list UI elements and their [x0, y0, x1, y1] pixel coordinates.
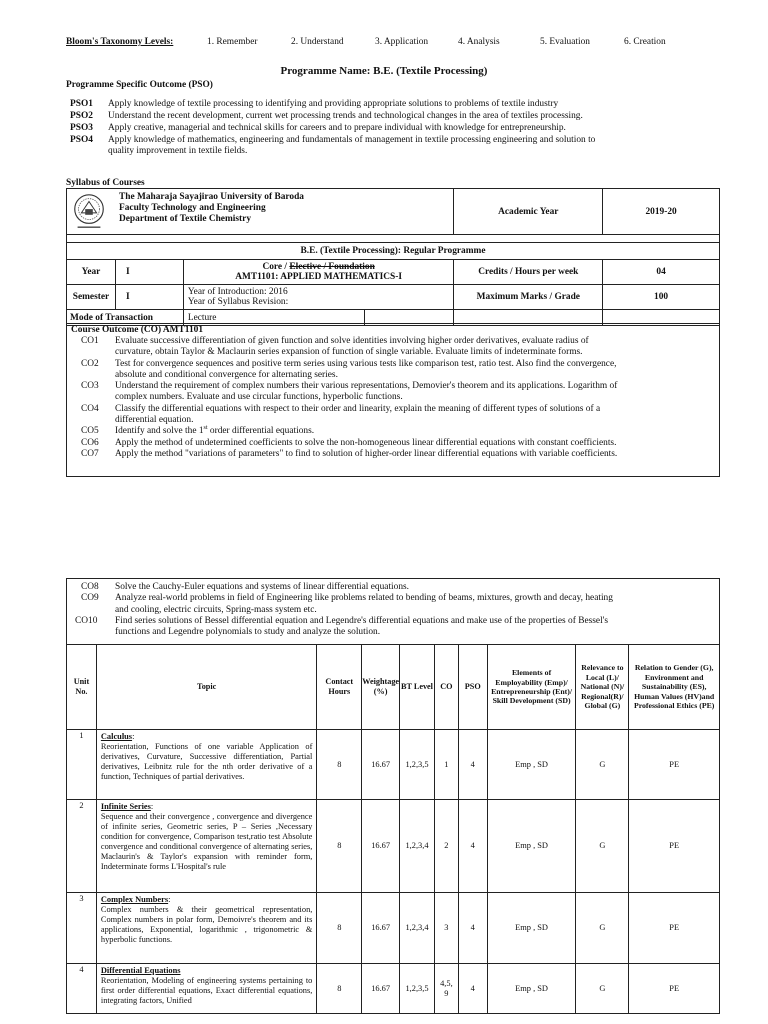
co-text: Understand the requirement of complex numbers their various representations, Demovier's theorem and its applications. Logarithm of: [115, 381, 618, 392]
co-code: CO3: [81, 381, 99, 392]
course-title: AMT1101: APPLIED MATHEMATICS-I: [235, 272, 403, 282]
co-heading: Course Outcome (CO) AMT1101: [71, 325, 204, 335]
blooms-level-3: 3. Application: [375, 37, 429, 47]
pso-item: [70, 111, 710, 123]
co-item: [67, 438, 719, 449]
table-row: [67, 893, 720, 964]
unit-title-suffix: :: [168, 895, 171, 904]
co-text: Classify the differential equations with respect to their order and linearity, explain the meaning of different types of solutions of a: [115, 403, 601, 414]
co-value: 3: [434, 893, 458, 964]
semester-label: Semester: [67, 285, 116, 310]
mode-label: Mode of Transaction: [67, 310, 184, 326]
programme-row: B.E. (Textile Processing): Regular Programme: [67, 243, 720, 260]
co-item: [67, 582, 719, 593]
pso-text: Apply knowledge of mathematics, engineering and fundamentals of management in textile processing engineering and solution to: [108, 135, 596, 145]
relation-value: PE: [629, 800, 720, 893]
department-name: Department of Textile Chemistry: [119, 214, 252, 224]
co-code: CO8: [81, 582, 99, 592]
elements-value: Emp , SD: [487, 893, 576, 964]
unit-body: Reorientation, Functions of one variable Application of derivatives, Curvature, Successive differentiation, Partial derivatives, Leibnitz rule for the nth order derivative of a function, Techniques of partial derivatives.: [100, 742, 313, 781]
elective-foundation-label: Elective / Foundation: [289, 262, 375, 272]
weightage: 16.67: [362, 800, 400, 893]
header-elements: Elements of Employability (Emp)/ Entrepreneurship (Ent)/ Skill Development (SD): [487, 645, 576, 730]
header-unit-no: Unit No.: [67, 645, 97, 730]
course-header-table: [66, 188, 720, 326]
pso-heading: Programme Specific Outcome (PSO): [66, 80, 213, 90]
pso-code: PSO3: [70, 123, 93, 133]
pso-code: PSO2: [70, 111, 93, 121]
year-value: I: [115, 260, 183, 285]
syllabus-heading: Syllabus of Courses: [66, 178, 145, 188]
co-text-post: order differential equations.: [207, 426, 315, 437]
header-pso: PSO: [458, 645, 487, 730]
pso-list: [70, 99, 710, 159]
pso-item: [70, 99, 710, 111]
co-text: differential equation.: [115, 415, 194, 426]
programme-name: Programme Name: B.E. (Textile Processing): [280, 65, 488, 77]
co-code: CO4: [81, 403, 99, 414]
co-text: Test for convergence sequences and positive term series using various tests like comparison test, ratio test. Also find the convergence,: [115, 358, 617, 369]
co-value: 4,5, 9: [434, 964, 458, 1014]
co-item: [67, 359, 719, 382]
header-relation: Relation to Gender (G), Environment and Sustainability (ES), Human Values (HV)and Professional Ethics (PE): [629, 645, 720, 730]
course-type: [184, 262, 454, 272]
course-outcomes-box: [66, 323, 720, 477]
co-code: CO7: [81, 448, 99, 459]
core-label: Core /: [262, 262, 288, 272]
unit-body: Complex numbers & their geometrical representation, Complex numbers in polar form, Demoivre's theorem and its applications, Exponential, logarithmic , trigonometric & hyperbolic functions.: [100, 905, 313, 944]
co-item: [67, 404, 719, 427]
pso-value: 4: [458, 730, 487, 800]
co-code: CO1: [81, 336, 99, 346]
co-text: functions and Legendre polynomials to study and analyze the solution.: [115, 627, 381, 638]
co-code: CO2: [81, 358, 99, 369]
relation-value: PE: [629, 893, 720, 964]
pso-text: Apply knowledge of textile processing to identifying and providing appropriate solutions to problems of textile industry: [108, 99, 559, 109]
co-text: Solve the Cauchy-Euler equations and systems of linear differential equations.: [115, 582, 410, 592]
elements-value: Emp , SD: [487, 730, 576, 800]
header-contact-hours: Contact Hours: [317, 645, 362, 730]
unit-table: [66, 644, 720, 1014]
pso-value: 4: [458, 893, 487, 964]
elements-value: Emp , SD: [487, 964, 576, 1014]
unit-title-suffix: :: [150, 802, 154, 811]
pso-code: PSO4: [70, 135, 93, 145]
co-text: absolute and conditional convergence for alternating series.: [115, 369, 338, 380]
pso-code: PSO1: [70, 99, 93, 109]
pso-item: [70, 135, 710, 159]
pso-value: 4: [458, 964, 487, 1014]
year-label: Year: [67, 260, 116, 285]
semester-value: I: [115, 285, 183, 310]
blooms-level-6: 6. Creation: [624, 37, 666, 47]
co-code: CO9: [81, 593, 99, 604]
elements-value: Emp , SD: [487, 800, 576, 893]
co-text: Find series solutions of Bessel differential equation and Legendre's differential equations and make use of the properties of Bessel's: [115, 615, 609, 626]
contact-hours: 8: [317, 964, 362, 1014]
header-relevance: Relevance to Local (L)/ National (N)/ Regional(R)/ Global (G): [576, 645, 629, 730]
bt-level: 1,2,3,4: [400, 893, 435, 964]
co-item: [67, 381, 719, 404]
table-row: [67, 730, 720, 800]
unit-body: Reorientation, Modeling of engineering systems pertaining to first order differential equations, Exact differential equations, integrating factors, Unified: [100, 976, 313, 1005]
co-code: CO5: [81, 426, 99, 437]
unit-title: Calculus: [100, 732, 133, 741]
unit-number: 2: [67, 800, 97, 893]
mode-value: Lecture: [183, 310, 364, 326]
bt-level: 1,2,3,4: [400, 800, 435, 893]
bt-level: 1,2,3,5: [400, 964, 435, 1014]
credits-label: Credits / Hours per week: [454, 260, 603, 285]
co-item: [67, 593, 719, 616]
marks-value: 100: [603, 285, 720, 310]
unit-topic: [96, 893, 316, 964]
pso-text: Apply creative, managerial and technical skills for careers and to prepare individual with knowledge for entrepreneurship.: [108, 123, 566, 133]
co-item: [67, 616, 719, 639]
academic-year-label: Academic Year: [454, 189, 603, 235]
table-row: [67, 964, 720, 1014]
header-weightage: Weightage (%): [362, 645, 400, 730]
contact-hours: 8: [317, 893, 362, 964]
unit-title-suffix: :: [132, 732, 135, 741]
relation-value: PE: [629, 730, 720, 800]
co-value: 2: [434, 800, 458, 893]
co-text: and cooling, electric circuits, Spring-mass system etc.: [115, 604, 317, 615]
co-item: [67, 336, 719, 359]
unit-title: Infinite Series: [100, 802, 151, 811]
relevance-value: G: [576, 800, 629, 893]
unit-title: Complex Numbers: [100, 895, 169, 904]
co-text: Apply the method "variations of parameters" to find to solution of higher-order linear differential equations with variable coefficients.: [115, 448, 618, 459]
relation-value: PE: [629, 964, 720, 1014]
unit-title: Differential Equations: [100, 966, 181, 975]
relevance-value: G: [576, 893, 629, 964]
pso-value: 4: [458, 800, 487, 893]
academic-year-value: 2019-20: [603, 189, 720, 235]
bt-level: 1,2,3,5: [400, 730, 435, 800]
unit-body: Sequence and their convergence , convergence and divergence of infinite series, Geometric series, P – Series ,Necessary condition for convergence, Comparison test,ratio test Absolute convergence and conditional convergence of alternating series, Maclaurin's & Taylor's expansion with reminder form, Indeterminate forms L'Hospital's rule: [100, 812, 313, 871]
unit-table-header: [67, 645, 720, 730]
header-topic: Topic: [96, 645, 316, 730]
table-row: [67, 800, 720, 893]
header-co: CO: [434, 645, 458, 730]
blooms-level-1: 1. Remember: [207, 37, 258, 47]
pso-text: quality improvement in textile fields.: [108, 146, 248, 156]
pso-text: Understand the recent development, current wet processing trends and technological changes in the area of textiles processing.: [108, 111, 583, 121]
course-outcomes-box-continued: [66, 578, 720, 644]
revision-year: Year of Syllabus Revision:: [187, 297, 289, 307]
co-code: CO10: [75, 615, 98, 626]
co-text: Analyze real-world problems in field of Engineering like problems related to bending of beams, mixtures, growth and decay, heating: [115, 593, 613, 604]
contact-hours: 8: [317, 800, 362, 893]
credits-value: 04: [603, 260, 720, 285]
university-name: The Maharaja Sayajirao University of Baroda: [119, 192, 304, 202]
co-text: curvature, obtain Taylor & Maclaurin series expansion of function of single variable. Evaluate limits of indeterminate forms.: [115, 347, 583, 358]
intro-year: Year of Introduction: 2016: [187, 286, 288, 297]
relevance-value: G: [576, 964, 629, 1014]
co-text: Apply the method of undetermined coefficients to solve the non-homogeneous linear differential equations with constant coefficients.: [115, 437, 617, 448]
co-item: [67, 426, 719, 437]
weightage: 16.67: [362, 964, 400, 1014]
blooms-level-2: 2. Understand: [291, 37, 344, 47]
unit-number: 4: [67, 964, 97, 1014]
co-text-sup: st: [203, 425, 208, 432]
co-text: complex numbers. Evaluate and use circular functions, hyperbolic functions.: [115, 392, 403, 403]
co-code: CO6: [81, 437, 99, 448]
co-text: [115, 426, 719, 437]
co-value: 1: [434, 730, 458, 800]
blooms-level-5: 5. Evaluation: [540, 37, 590, 47]
co-item: [67, 449, 719, 460]
co-text: Evaluate successive differentiation of given function and solve identities involving higher order derivatives, evaluate radius of: [115, 336, 589, 346]
header-bt-level: BT Level: [400, 645, 435, 730]
contact-hours: 8: [317, 730, 362, 800]
unit-topic: [96, 964, 316, 1014]
blooms-label: Bloom's Taxonomy Levels:: [66, 37, 174, 47]
relevance-value: G: [576, 730, 629, 800]
co-text-pre: Identify and solve the 1: [115, 426, 204, 437]
weightage: 16.67: [362, 730, 400, 800]
marks-label: Maximum Marks / Grade: [454, 285, 603, 310]
pso-item: [70, 123, 710, 135]
faculty-name: Faculty Technology and Engineering: [119, 203, 266, 213]
unit-number: 1: [67, 730, 97, 800]
unit-topic: [96, 800, 316, 893]
blooms-level-4: 4. Analysis: [458, 37, 500, 47]
weightage: 16.67: [362, 893, 400, 964]
unit-number: 3: [67, 893, 97, 964]
unit-topic: [96, 730, 316, 800]
